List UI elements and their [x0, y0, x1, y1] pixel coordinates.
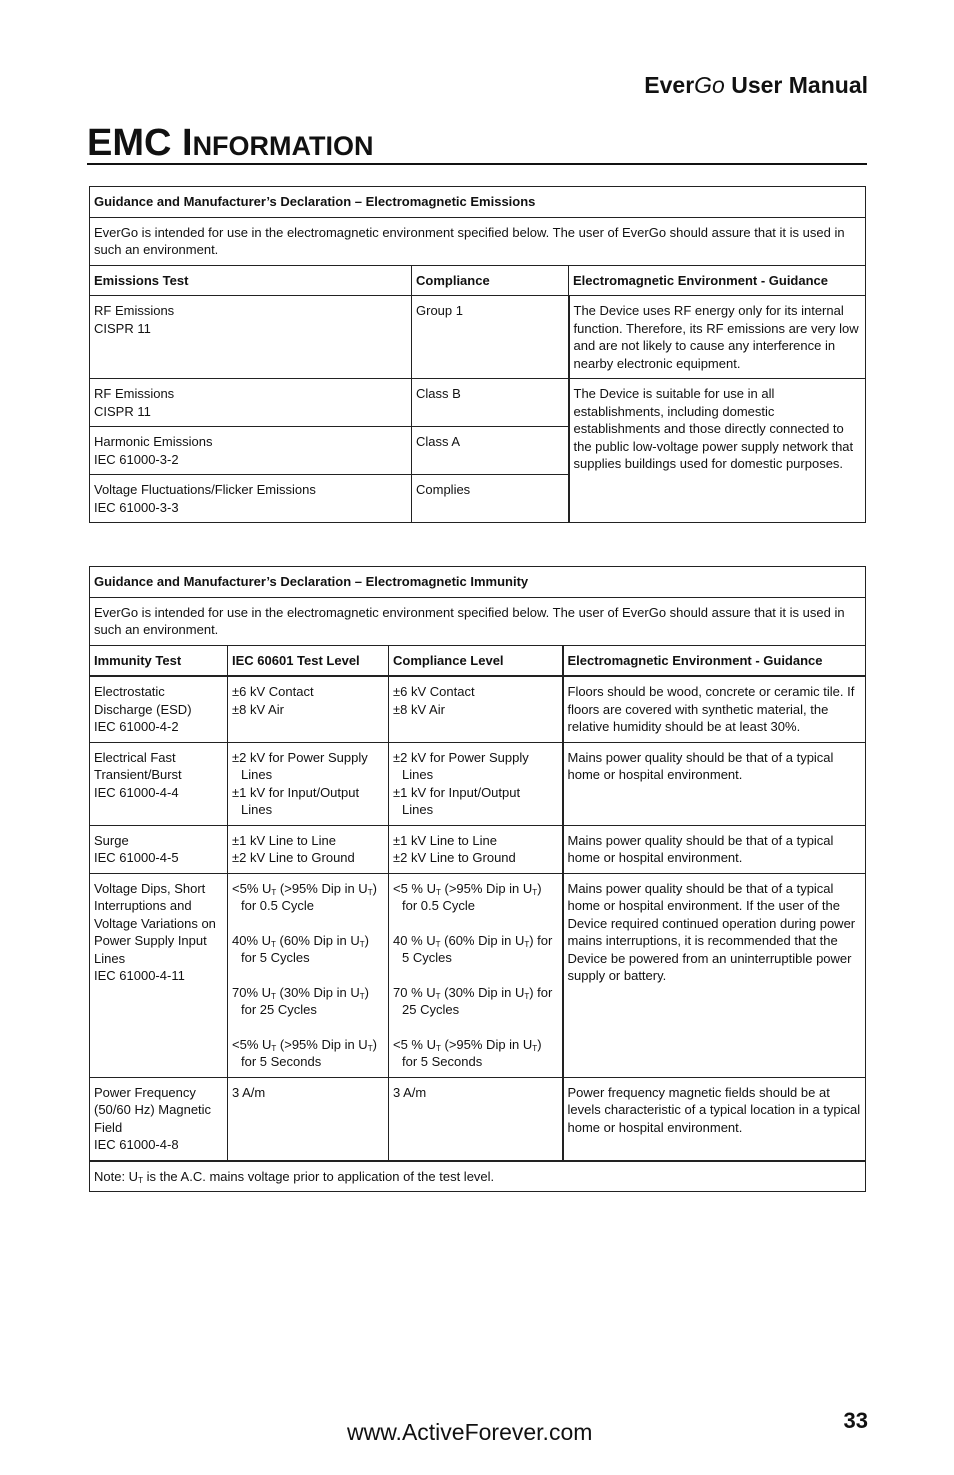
test-name: RF Emissions — [94, 386, 175, 401]
test-level-cell: <5% $U_T$ (>95% Dip in $U_T$) for 0.5 Cycle 40% $U_T$ (60% Dip in $U_T$) for 5 Cycles 70% $U_T$ (30% Dip in $U_T$) for 25 Cycles <5% $U_T$ (>95% Dip in $U_T$) for 5 Seconds — [228, 873, 389, 1077]
col-header-immunity-test: Immunity Test — [90, 645, 228, 676]
compliance-level-cell: ±2 kV for Power Supply Lines ±1 kV for Input/Output Lines — [389, 742, 563, 825]
table-note: Note: $U_T$ is the A.C. mains voltage prior to application of the test level. — [90, 1161, 866, 1192]
guidance-cell: Mains power quality should be that of a typical home or hospital environment. — [563, 825, 866, 873]
compliance-value: Group 1 — [412, 296, 569, 379]
emissions-table — [89, 186, 866, 523]
col-header-test-level: IEC 60601 Test Level — [228, 645, 389, 676]
test-standard: IEC 61000-3-2 — [94, 451, 179, 467]
guidance-cell: Mains power quality should be that of a typical home or hospital environment. If the user of the Device required continued operation during power mains interruptions, it is recommended that the Device be powered from an uninterruptible power supply or battery. — [563, 873, 866, 1077]
test-standard: CISPR 11 — [94, 320, 151, 336]
immunity-test-cell: Electrostatic Discharge (ESD) IEC 61000-4-2 — [90, 676, 228, 742]
immunity-test-cell: Electrical Fast Transient/Burst IEC 61000-4-4 — [90, 742, 228, 825]
compliance-value: Complies — [412, 475, 569, 523]
test-name: RF Emissions — [94, 303, 175, 318]
col-header-emissions-test: Emissions Test — [90, 265, 412, 296]
immunity-test-cell: Power Frequency (50/60 Hz) Magnetic Field IEC 61000-4-8 — [90, 1077, 228, 1161]
footer-url: www.ActiveForever.com — [347, 1419, 593, 1445]
compliance-level-cell: 3 A/m — [389, 1077, 563, 1161]
col-header-compliance: Compliance — [412, 265, 569, 296]
test-standard: CISPR 11 — [94, 403, 151, 419]
table-row — [90, 1077, 866, 1161]
table-row — [90, 296, 866, 379]
compliance-value: Class B — [412, 379, 569, 427]
immunity-table — [89, 566, 866, 1192]
test-level-cell: ±6 kV Contact ±8 kV Air — [228, 676, 389, 742]
table-row — [90, 676, 866, 742]
page-title: EMC INFORMATION — [87, 124, 867, 165]
table-row — [90, 873, 866, 1077]
test-name: Harmonic Emissions — [94, 434, 213, 449]
test-level-cell: ±2 kV for Power Supply Lines ±1 kV for Input/Output Lines — [228, 742, 389, 825]
test-level-cell: ±1 kV Line to Line ±2 kV Line to Ground — [228, 825, 389, 873]
table-row — [90, 379, 866, 427]
immunity-table-title: Guidance and Manufacturer’s Declaration – Electromagnetic Immunity — [90, 567, 866, 598]
guidance-cell: Floors should be wood, concrete or ceramic tile. If floors are covered with synthetic material, the relative humidity should be at least 30%. — [563, 676, 866, 742]
emissions-intro: EverGo is intended for use in the electromagnetic environment specified below. The user of EverGo should assure that it is used in such an environment. — [90, 217, 866, 265]
compliance-value: Class A — [412, 427, 569, 475]
shared-guidance-text: The Device is suitable for use in all establishments, including domestic establishments and those directly connected to the public low-voltage power supply network that supplies buildings used for domestic purposes. — [569, 379, 866, 523]
test-standard: IEC 61000-3-3 — [94, 499, 179, 515]
guidance-cell: Power frequency magnetic fields should be at levels characteristic of a typical location in a typical home or hospital environment. — [563, 1077, 866, 1161]
col-header-guidance: Electromagnetic Environment - Guidance — [563, 645, 866, 676]
compliance-level-cell: <5 % $U_T$ (>95% Dip in $U_T$) for 0.5 Cycle 40 % $U_T$ (60% Dip in $U_T$) for 5 Cycles 70 % $U_T$ (30% Dip in $U_T$) for 25 Cycles <5 % $U_T$ (>95% Dip in $U_T$) for 5 Seconds — [389, 873, 563, 1077]
guidance-text: The Device uses RF energy only for its internal function. Therefore, its RF emissions are very low and are not likely to cause any interference in nearby electronic equipment. — [569, 296, 866, 379]
compliance-level-cell: ±1 kV Line to Line ±2 kV Line to Ground — [389, 825, 563, 873]
immunity-test-cell: Voltage Dips, Short Interruptions and Voltage Variations on Power Supply Input Lines IEC 61000-4-11 — [90, 873, 228, 1077]
col-header-compliance-level: Compliance Level — [389, 645, 563, 676]
col-header-guidance: Electromagnetic Environment - Guidance — [569, 265, 866, 296]
manual-brand-title: EverGo User Manual — [644, 72, 868, 98]
page-number: 33 — [843, 1408, 868, 1433]
compliance-level-cell: ±6 kV Contact ±8 kV Air — [389, 676, 563, 742]
table-row — [90, 825, 866, 873]
test-name: Voltage Fluctuations/Flicker Emissions — [94, 482, 316, 497]
test-level-cell: 3 A/m — [228, 1077, 389, 1161]
table-row — [90, 742, 866, 825]
emissions-table-title: Guidance and Manufacturer’s Declaration – Electromagnetic Emissions — [90, 187, 866, 218]
guidance-cell: Mains power quality should be that of a typical home or hospital environment. — [563, 742, 866, 825]
immunity-test-cell: Surge IEC 61000-4-5 — [90, 825, 228, 873]
immunity-intro: EverGo is intended for use in the electromagnetic environment specified below. The user of EverGo should assure that it is used in such an environment. — [90, 597, 866, 645]
